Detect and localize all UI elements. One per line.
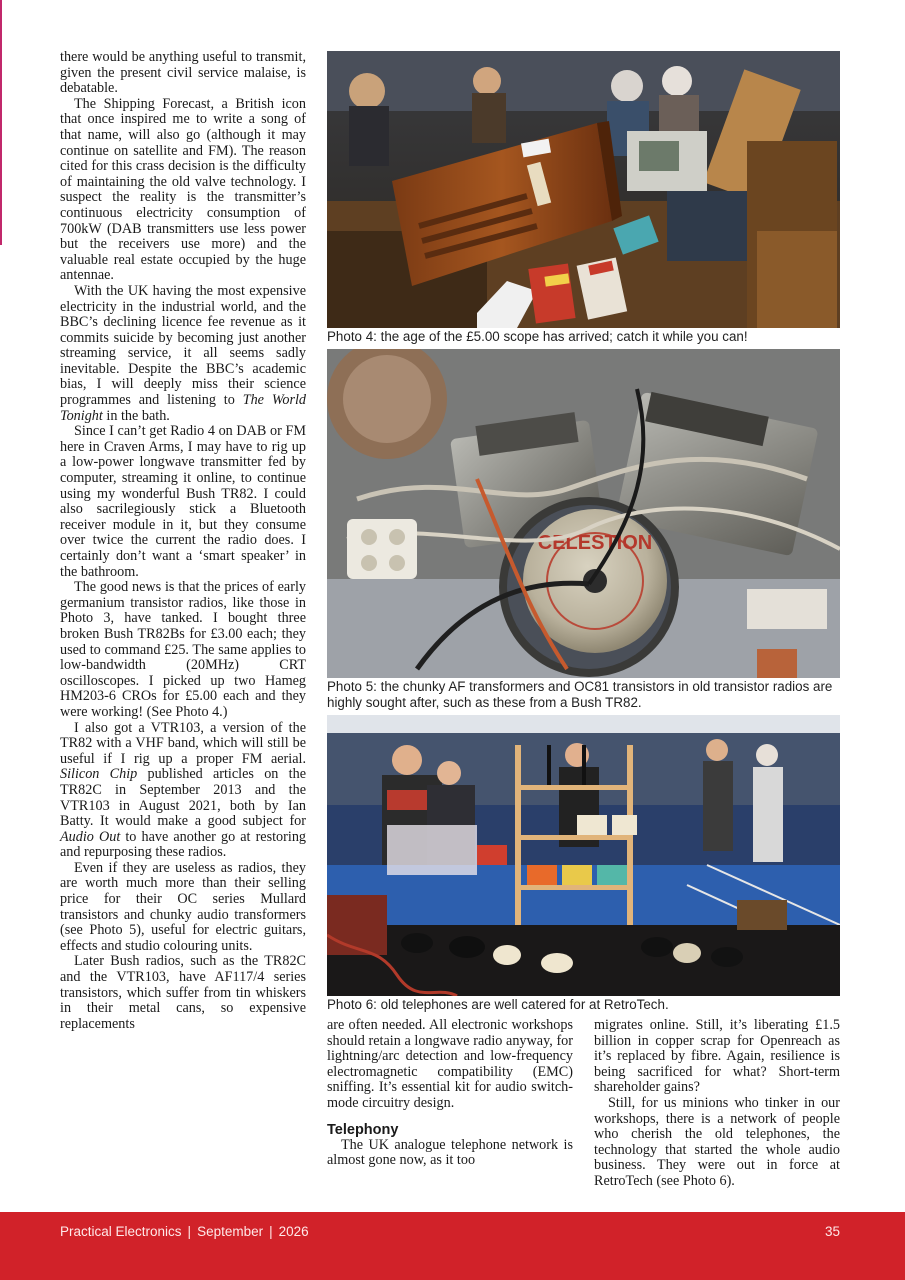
photo-4 — [327, 51, 840, 328]
photo-5 — [327, 349, 840, 678]
text-column-1 — [60, 50, 306, 1032]
text-run: in the bath. — [102, 407, 170, 424]
paragraph: Still, for us minions who tinker in our workshops, there is a network of people who cherish the old telephones, the technology that started the whole audio business. They were out in force at RetroTech (see Photo 6). — [594, 1094, 840, 1189]
page-number: 35 — [824, 1224, 840, 1239]
italic-title: The World Tonight — [60, 392, 306, 424]
italic-title: Audio Out — [60, 828, 121, 845]
page-footer — [0, 1212, 905, 1280]
photo-6 — [327, 715, 840, 996]
text-run: I also got a VTR103, a version of the TR82 with a VHF band, which will still be useful if I rig up a proper FM aerial. — [60, 719, 306, 767]
text-column-3 — [594, 1018, 840, 1190]
magazine-name: Practical Electronics — [60, 1224, 182, 1239]
photo-4-caption: Photo 4: the age of the £5.00 scope has arrived; catch it while you can! — [327, 329, 748, 344]
paragraph: The UK analogue telephone network is almost gone now, as it too — [327, 1136, 573, 1169]
text-run: published articles on the TR82C in September 2013 and the VTR103 in August 2021, both by Ian Batty. It would make a good subject for — [60, 766, 306, 830]
paragraph: Since I can’t get Radio 4 on DAB or FM here in Craven Arms, I may have to rig up a low-power longwave transmitter fed by computer, streaming it online, to continue using my wonderful Bush TR82. I could also sacrilegiously stick a Bluetooth receiver module in it, but they consume over twice the current the radio does. I certainly don’t want a ‘smart speaker’ in the bathroom. — [60, 423, 306, 580]
paragraph: are often needed. All electronic workshops should retain a longwave radio anyway, for lightning/arc detection and low-frequency electromagnetic compatibility (EMC) sniffing. It’s essential kit for audio switch-mode circuitry design. — [327, 1017, 573, 1111]
paragraph: The good news is that the prices of early germanium transistor radios, like those in Photo 3, have tanked. I bought three broken Bush TR82Bs for £3.00 each; they used to command £25. The same applies to low-bandwidth (20MHz) CRT oscilloscopes. I picked up two Hameg HM203-6 CROs for £5.00 each and they were working! (See Photo 4.) — [60, 579, 306, 720]
paragraph: migrates online. Still, it’s liberating £1.5 billion in copper scrap for Openreach as it’s replaced by fibre. Again, resilience is being sacrificed for what? Short-term shareholder gains? — [594, 1017, 840, 1096]
subheading: Telephony — [327, 1121, 399, 1138]
text-run: With the UK having the most expensive electricity in the industrial world, and the BBC’s declining licence fee revenue as it commits suicide by becoming just another streaming service, it all seems sadly inevitable. Despite the BBC’s academic bias, I will deeply miss their science programmes and listening to — [60, 282, 306, 409]
paragraph: Later Bush radios, such as the TR82C and the VTR103, have AF117/4 series transistors, which suffer from tin whiskers in their metal cans, so expensive replacements — [60, 953, 306, 1032]
issue-month: September — [197, 1224, 264, 1239]
paragraph — [60, 721, 306, 861]
paragraph: Even if they are useless as radios, they are worth much more than their selling price for their OC series Mullard transistors and chunky audio transformers (see Photo 5), useful for electric guitars, effects and studio colouring units. — [60, 859, 306, 954]
text-column-2 — [327, 1018, 573, 1169]
paragraph: The Shipping Forecast, a British icon that once inspired me to write a song of that name, will also go (although it may continue on satellite and FM). The reason cited for this crass decision is the difficulty of maintaining the old valve technology. I suspect the reality is the transmitter’s continuous electricity consumption of 700kW (DAB transmitters use less power but the receivers use more) and the valuable real estate occupied by the huge antennae. — [60, 95, 306, 284]
celestion-label: CELESTION — [537, 532, 653, 554]
margin-line — [0, 0, 2, 245]
paragraph — [60, 284, 306, 424]
paragraph: there would be anything useful to transmit, given the present civil service malaise, is debatable. — [60, 49, 306, 97]
photo-5-caption: Photo 5: the chunky AF transformers and OC81 transistors in old transistor radios are highly sought after, such as these from a Bush TR82. — [327, 679, 833, 710]
footer-publication: Practical Electronics | September | 2026 — [60, 1224, 309, 1239]
text-run: to have another go at restoring and repurposing these radios. — [60, 828, 307, 861]
photo-6-caption: Photo 6: old telephones are well catered for at RetroTech. — [327, 997, 669, 1012]
italic-title: Silicon Chip — [60, 766, 138, 783]
issue-year: 2026 — [278, 1224, 309, 1239]
